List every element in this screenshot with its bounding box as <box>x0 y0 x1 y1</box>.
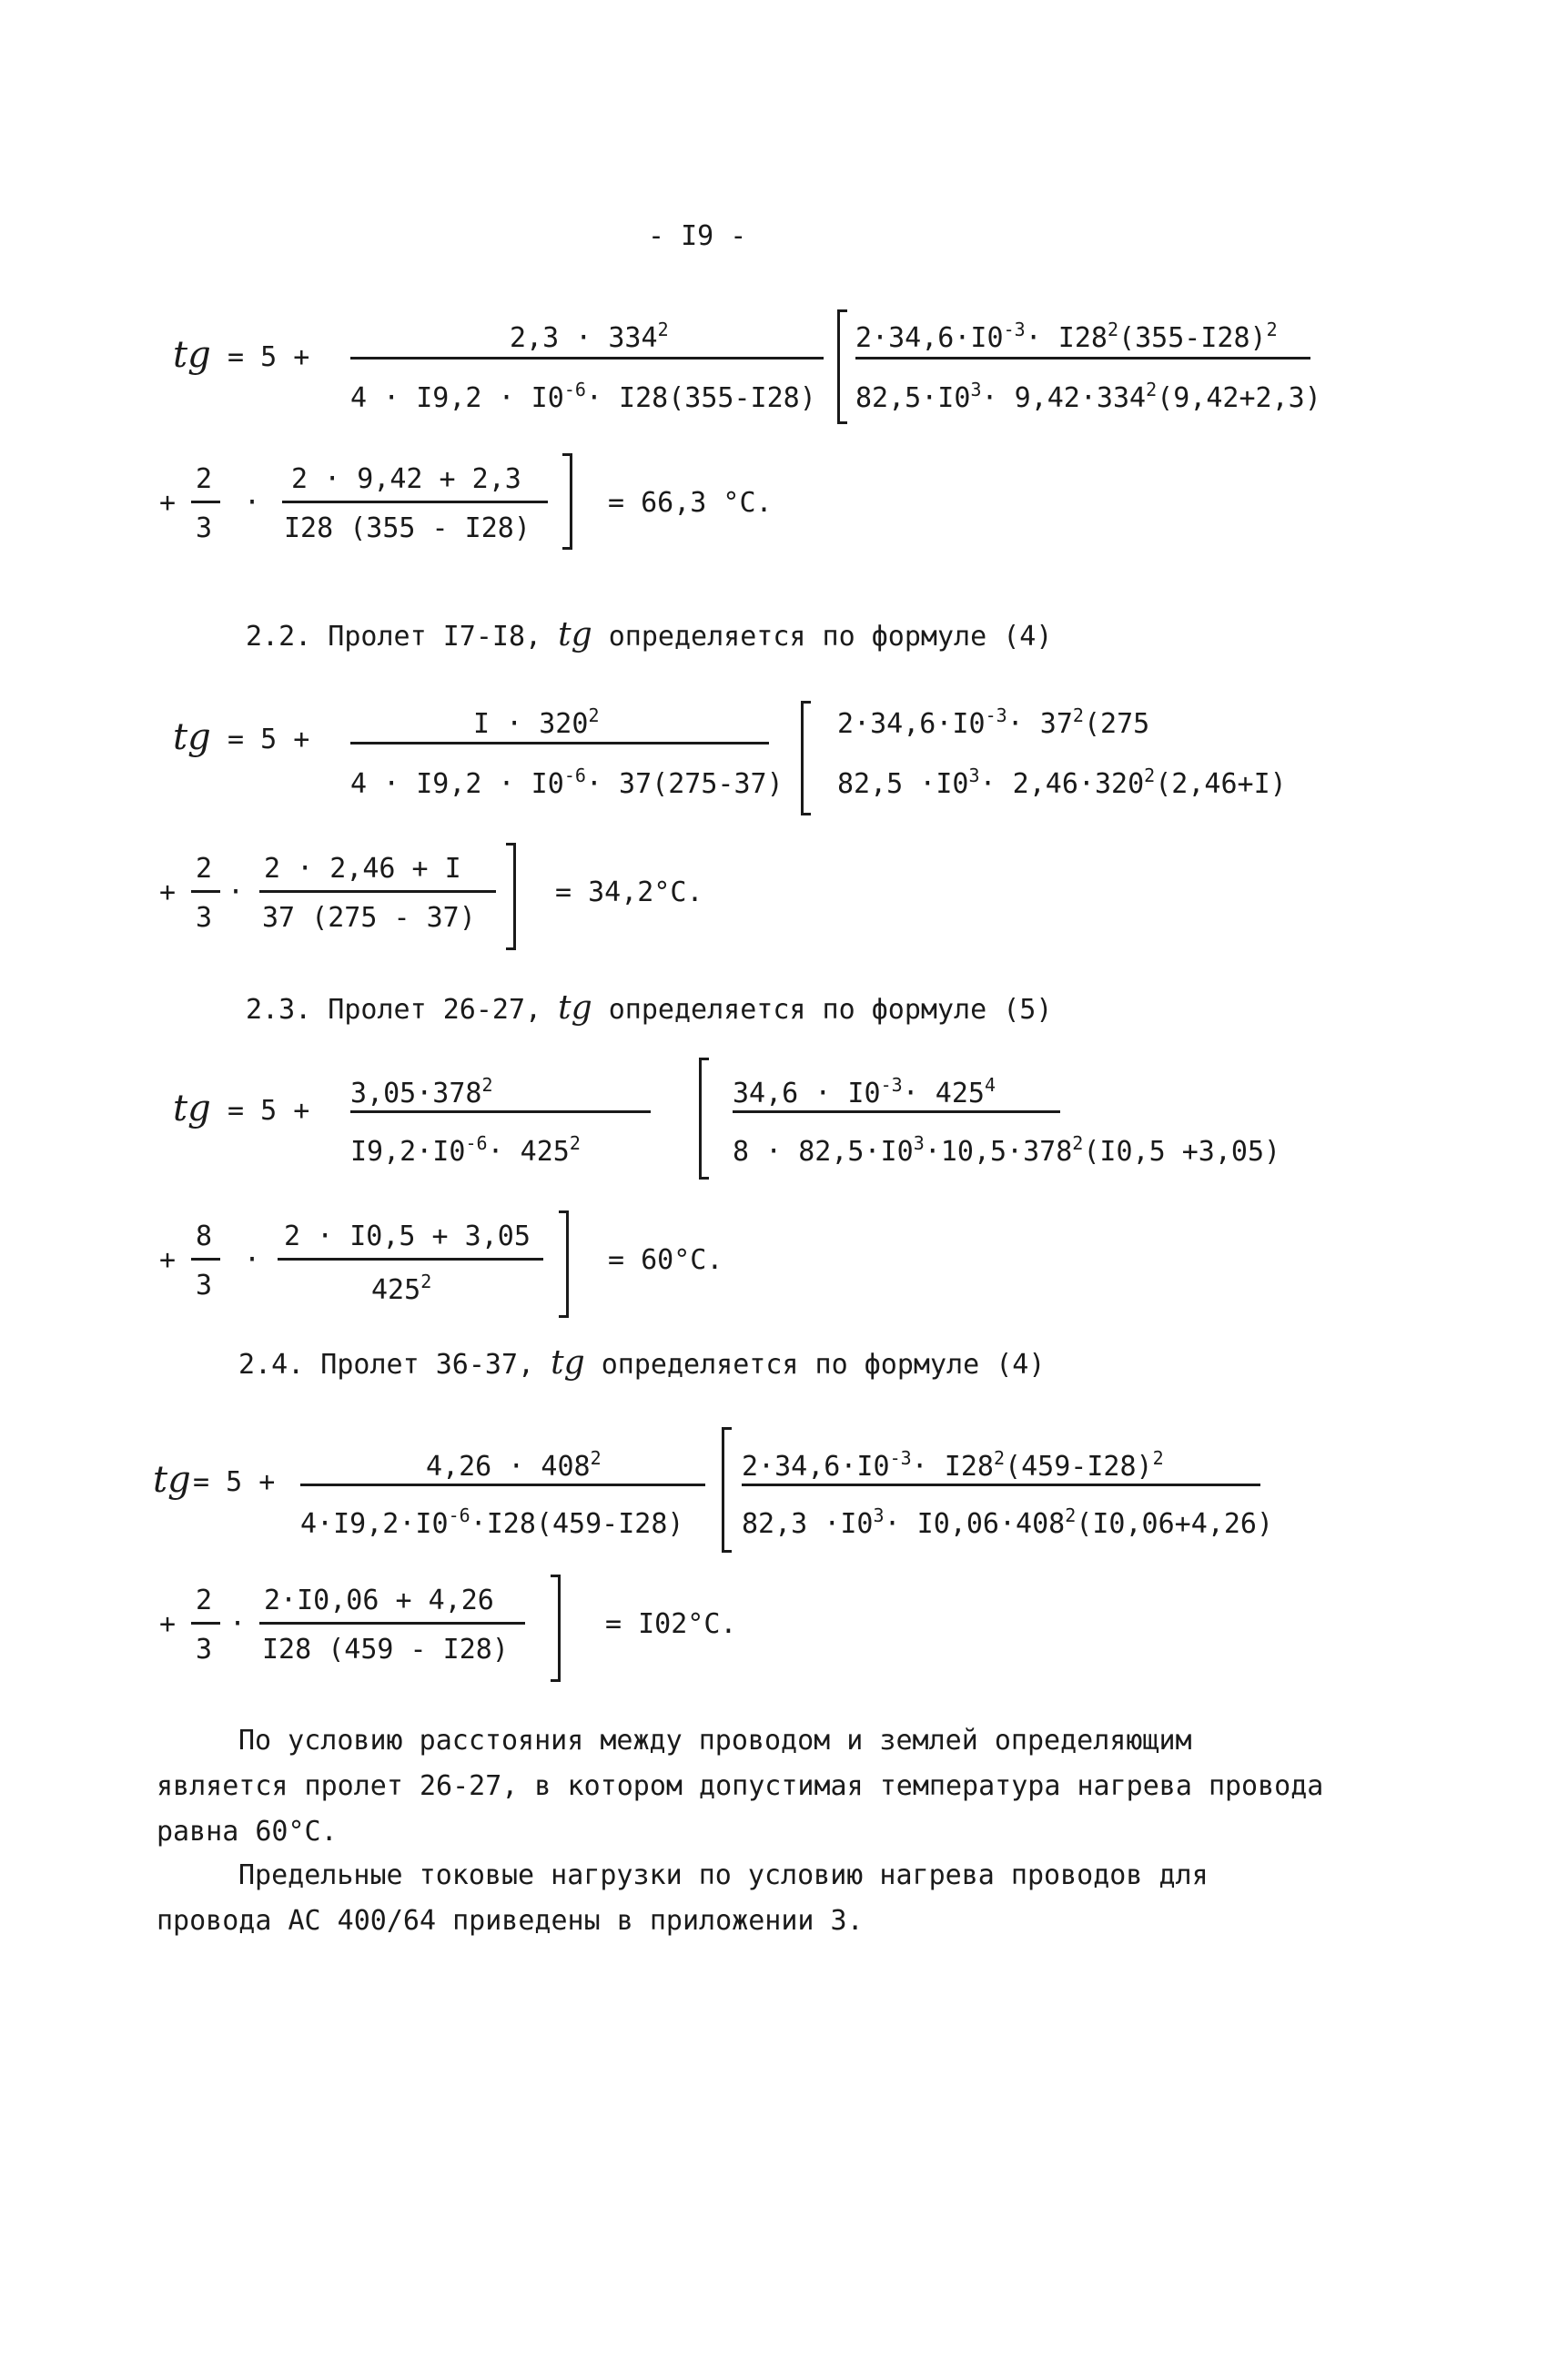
formula-3-plus: + <box>159 1244 177 1276</box>
page-number: - I9 - <box>648 220 747 252</box>
formula-1-close-bracket <box>562 453 572 550</box>
formula-3-dot: · <box>244 1244 261 1276</box>
formula-3-tail-denominator: $425^2$ <box>371 1271 432 1306</box>
formula-3-frac-bar <box>191 1258 220 1261</box>
section-2-4-heading: 2.4. Пролет 36-37, tg определяется по формуле (4) <box>238 1344 1046 1382</box>
formula-2-tail-numerator: 2 · 2,46 + I <box>264 853 461 885</box>
formula-3-bracket-denominator: $8 \cdot 82,5\cdot I0^3\cdot 10,5\cdot 378^2(I0,5 +3,05)$ <box>733 1132 1281 1168</box>
formula-3-bracket-numerator: $34,6 \cdot I0^{-3}\cdot 425^4$ <box>733 1074 996 1109</box>
formula-2-dot: · <box>228 876 245 908</box>
formula-1-tail-bar <box>282 501 548 503</box>
formula-4-denominator: $4\cdot I9,2\cdot I0^{-6}\cdot I28(459-I28)$ <box>300 1504 684 1540</box>
formula-1-frac-den: 3 <box>196 512 213 544</box>
formula-4-frac-num: 2 <box>196 1585 213 1616</box>
formula-3-close-bracket <box>559 1210 569 1318</box>
formula-2-numerator: $I \cdot 320^2$ <box>473 704 600 740</box>
formula-4-bracket-fraction-bar <box>742 1484 1260 1486</box>
formula-3-tail-bar <box>278 1258 543 1261</box>
formula-1-lhs: tg <box>173 334 211 376</box>
formula-2-tail-denominator: 37 (275 - 37) <box>262 902 476 934</box>
formula-2-open-bracket <box>801 701 811 815</box>
formula-3-frac-num: 8 <box>196 1220 213 1252</box>
formula-4-result: = I02°C. <box>605 1608 737 1640</box>
formula-2-lhs: tg <box>173 716 211 758</box>
formula-3-tail-numerator: 2 · I0,5 + 3,05 <box>284 1220 531 1252</box>
formula-1-bracket-numerator: $2\cdot 34,6\cdot I0^{-3}\cdot I28^2(355-I28)^2$ <box>855 319 1278 354</box>
formula-2-tail-bar <box>259 890 496 893</box>
formula-1-bracket-denominator: $82,5\cdot I0^3\cdot 9,42\cdot 334^2(9,42+2,3)$ <box>855 379 1321 414</box>
formula-4-open-bracket <box>722 1427 732 1553</box>
formula-2-close-bracket <box>506 843 516 950</box>
formula-4-fraction-bar <box>300 1484 705 1486</box>
formula-1-tail-numerator: 2 · 9,42 + 2,3 <box>291 463 521 495</box>
formula-2-bracket-denominator: $82,5 \cdot I0^3\cdot 2,46\cdot 320^2(2,46+I)$ <box>837 765 1287 800</box>
formula-3-frac-den: 3 <box>196 1270 213 1301</box>
formula-3-denominator: $I9,2\cdot I0^{-6}\cdot 425^2$ <box>350 1132 581 1168</box>
formula-3-fraction-bar <box>350 1110 651 1113</box>
formula-1-numerator: $2,3 \cdot 334^2$ <box>510 319 669 354</box>
formula-1-plus: + <box>159 487 177 519</box>
formula-2-frac-num: 2 <box>196 853 213 885</box>
formula-3-open-bracket <box>699 1058 709 1180</box>
formula-2-bracket-numerator: $2\cdot 34,6\cdot I0^{-3}\cdot 37^2(275$ <box>837 704 1150 740</box>
formula-4-tail-bar <box>259 1622 525 1625</box>
formula-4-frac-den: 3 <box>196 1634 213 1666</box>
formula-4-numerator: $4,26 \cdot 408^2$ <box>426 1447 602 1483</box>
section-2-2-heading: 2.2. Пролет I7-I8, tg определяется по формуле (4) <box>246 616 1053 653</box>
formula-4-tail-denominator: I28 (459 - I28) <box>262 1634 509 1666</box>
formula-2-frac-den: 3 <box>196 902 213 934</box>
paragraph-conclusion: По условию расстояния между проводом и землей определяющим является пролет 26-27, в котором допустимая температура нагрева провода равна 60°C. <box>157 1725 1324 1848</box>
formula-3-numerator: $3,05\cdot 378^2$ <box>350 1074 493 1109</box>
formula-2-result: = 34,2°C. <box>555 876 703 908</box>
formula-3-bracket-fraction-bar <box>733 1110 1060 1113</box>
formula-1-open-bracket <box>837 309 847 424</box>
formula-4-tail-numerator: 2·I0,06 + 4,26 <box>264 1585 494 1616</box>
formula-4-dot: · <box>229 1608 247 1640</box>
formula-2-eq: = 5 + <box>228 724 310 755</box>
formula-4-plus: + <box>159 1608 177 1640</box>
paragraph-appendix-note: Предельные токовые нагрузки по условию нагрева проводов для провода АС 400/64 приведены в приложении 3. <box>157 1859 1209 1937</box>
formula-4-eq: = 5 + <box>193 1466 276 1498</box>
formula-2-fraction-bar <box>350 742 769 744</box>
formula-1-dot: · <box>244 487 261 519</box>
formula-1-frac-bar <box>191 501 220 503</box>
formula-2-frac-bar <box>191 890 220 893</box>
formula-1-fraction-bar <box>350 357 824 360</box>
formula-4-frac-bar <box>191 1622 220 1625</box>
formula-1-bracket-fraction-bar <box>855 357 1310 360</box>
formula-1-tail-denominator: I28 (355 - I28) <box>284 512 531 544</box>
formula-1-result: = 66,3 °C. <box>608 487 773 519</box>
formula-1-eq: = 5 + <box>228 341 310 373</box>
formula-1-frac-num: 2 <box>196 463 213 495</box>
formula-4-lhs: tg <box>153 1459 191 1501</box>
formula-3-result: = 60°C. <box>608 1244 723 1276</box>
formula-4-bracket-denominator: $82,3 \cdot I0^3\cdot I0,06\cdot 408^2(I0,06+4,26)$ <box>742 1504 1274 1540</box>
formula-2-denominator: $4 \cdot I9,2 \cdot I0^{-6}\cdot 37(275-37)$ <box>350 765 784 800</box>
formula-4-bracket-numerator: $2\cdot 34,6\cdot I0^{-3}\cdot I28^2(459-I28)^2$ <box>742 1447 1164 1483</box>
formula-3-eq: = 5 + <box>228 1095 310 1127</box>
section-2-3-heading: 2.3. Пролет 26-27, tg определяется по формуле (5) <box>246 989 1053 1027</box>
formula-4-close-bracket <box>551 1575 561 1682</box>
formula-3-lhs: tg <box>173 1088 211 1129</box>
formula-2-plus: + <box>159 876 177 908</box>
formula-1-denominator: $4 \cdot I9,2 \cdot I0^{-6}\cdot I28(355-I28)$ <box>350 379 816 414</box>
